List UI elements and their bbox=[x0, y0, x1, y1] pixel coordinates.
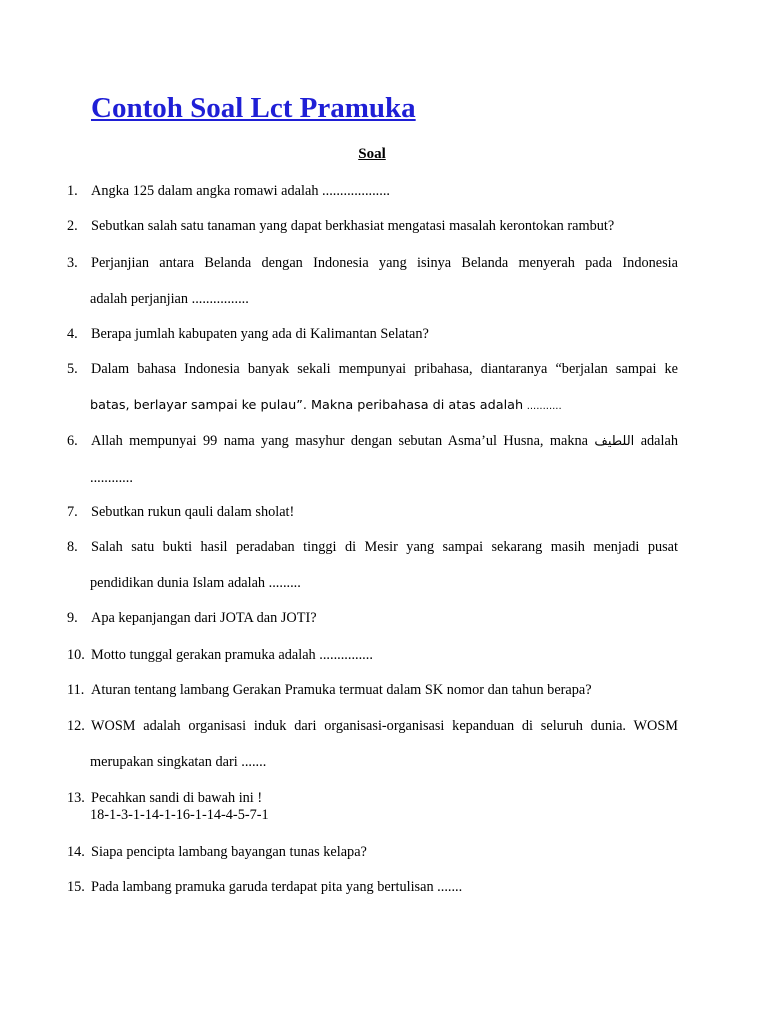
question-number: 3. bbox=[67, 255, 78, 271]
question-text: Salah satu bukti hasil peradaban tinggi di Mesir yang sampai sekarang masih menjadi pusat bbox=[91, 539, 678, 555]
question-text: Pada lambang pramuka garuda terdapat pita yang bertulisan ....... bbox=[91, 879, 463, 895]
question-item bbox=[67, 708, 678, 780]
question-number: 10. bbox=[67, 647, 85, 663]
question-item bbox=[67, 869, 678, 905]
question-item bbox=[67, 208, 678, 244]
question-text: Allah mempunyai 99 nama yang masyhur dengan sebutan Asma’ul Husna, makna bbox=[91, 433, 588, 449]
question-number: 2. bbox=[67, 218, 78, 234]
question-number: 9. bbox=[67, 610, 78, 626]
question-item bbox=[67, 637, 678, 673]
question-text: WOSM adalah organisasi induk dari organisasi-organisasi kepanduan di seluruh dunia. WOSM bbox=[91, 718, 678, 734]
question-item bbox=[67, 494, 678, 530]
question-text-continued: merupakan singkatan dari ....... bbox=[90, 754, 267, 770]
question-number: 8. bbox=[67, 539, 78, 555]
question-text: Apa kepanjangan dari JOTA dan JOTI? bbox=[91, 610, 317, 626]
question-number: 5. bbox=[67, 361, 78, 377]
question-item bbox=[67, 423, 678, 496]
question-text-continued: pendidikan dunia Islam adalah ......... bbox=[90, 575, 301, 591]
question-text: Berapa jumlah kabupaten yang ada di Kalimantan Selatan? bbox=[91, 326, 429, 342]
question-item bbox=[67, 316, 678, 352]
document-title[interactable]: Contoh Soal Lct Pramuka bbox=[91, 92, 416, 124]
question-number: 15. bbox=[67, 879, 85, 895]
question-text: Sebutkan salah satu tanaman yang dapat berkhasiat mengatasi masalah kerontokan rambut? bbox=[91, 218, 615, 234]
question-text-continued: adalah perjanjian ................ bbox=[90, 291, 249, 307]
question-item bbox=[67, 245, 678, 317]
question-text-end: adalah bbox=[640, 433, 678, 449]
question-number: 6. bbox=[67, 433, 78, 449]
question-number: 4. bbox=[67, 326, 78, 342]
question-number: 11. bbox=[67, 682, 85, 698]
question-item bbox=[67, 790, 678, 824]
question-number: 14. bbox=[67, 844, 85, 860]
question-text: Siapa pencipta lambang bayangan tunas kelapa? bbox=[91, 844, 367, 860]
question-number: 7. bbox=[67, 504, 78, 520]
question-item bbox=[67, 529, 678, 601]
question-item bbox=[67, 672, 678, 708]
question-number: 13. bbox=[67, 790, 85, 806]
question-text: Sebutkan rukun qauli dalam sholat! bbox=[91, 504, 295, 520]
question-number: 1. bbox=[67, 183, 78, 199]
question-text: Dalam bahasa Indonesia banyak sekali mempunyai pribahasa, diantaranya “berjalan sampai ke bbox=[91, 361, 678, 377]
question-text: Aturan tentang lambang Gerakan Pramuka termuat dalam SK nomor dan tahun berapa? bbox=[91, 682, 592, 698]
question-number: 12. bbox=[67, 718, 85, 734]
question-text: Motto tunggal gerakan pramuka adalah ............... bbox=[91, 647, 373, 663]
answer-blank: ........... bbox=[526, 401, 562, 412]
question-text: Pecahkan sandi di bawah ini ! bbox=[91, 790, 263, 806]
question-item bbox=[67, 173, 678, 209]
arabic-term: اللطيف bbox=[594, 434, 635, 449]
question-text-continued: batas, berlayar sampai ke pulau”. Makna peribahasa di atas adalah bbox=[90, 398, 524, 413]
answer-blank: ............ bbox=[90, 470, 133, 486]
question-text: Perjanjian antara Belanda dengan Indonesia yang isinya Belanda menyerah pada Indonesia bbox=[91, 255, 678, 271]
question-item bbox=[67, 351, 678, 425]
question-item bbox=[67, 834, 678, 870]
cipher-code: 18-1-3-1-14-1-16-1-14-4-5-7-1 bbox=[90, 807, 269, 823]
question-item bbox=[67, 600, 678, 636]
question-text: Angka 125 dalam angka romawi adalah ................... bbox=[91, 183, 390, 199]
section-heading: Soal bbox=[358, 146, 386, 162]
